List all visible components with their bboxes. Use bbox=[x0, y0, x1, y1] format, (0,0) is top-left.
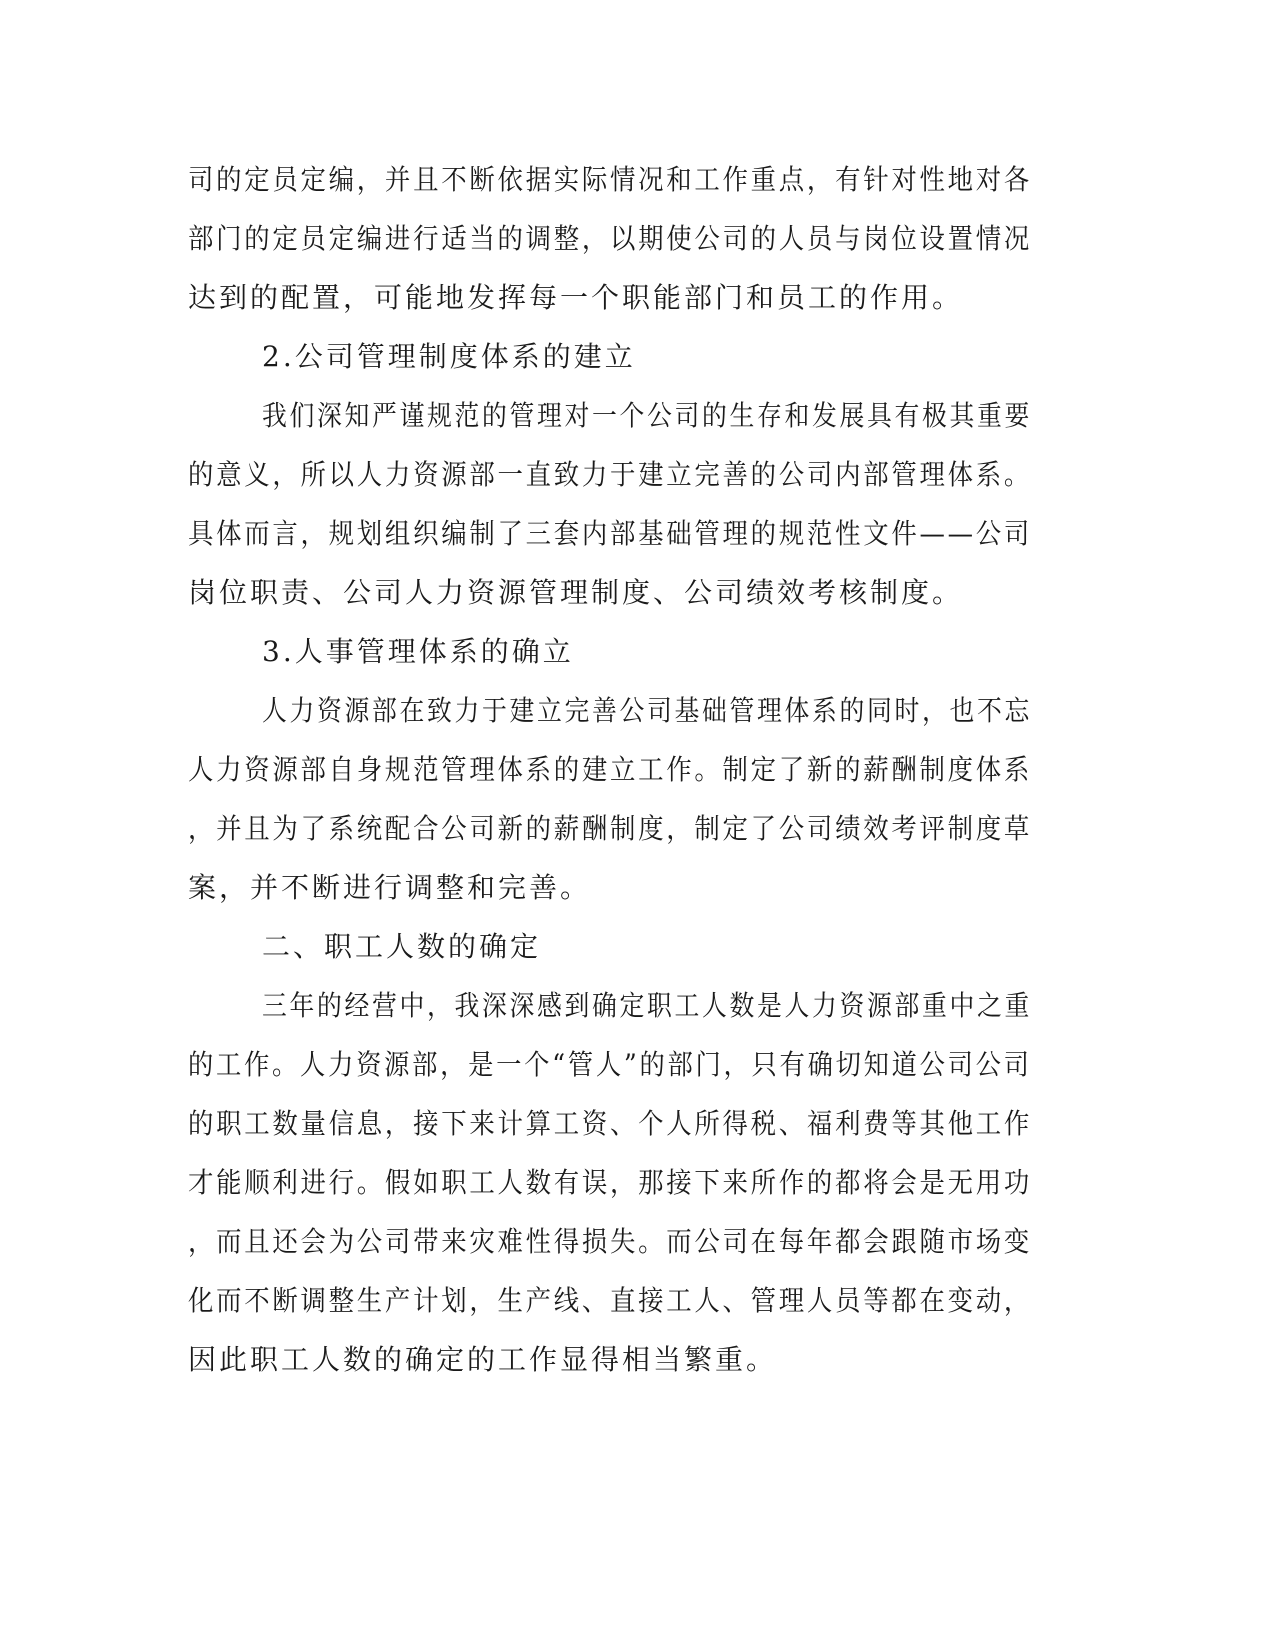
body-line: 的工作。人力资源部，是一个“管人”的部门，只有确切知道公司公司 bbox=[188, 1048, 1032, 1081]
body-line: 司的定员定编，并且不断依据实际情况和工作重点，有针对性地对各 bbox=[188, 163, 1033, 196]
body-line: 部门的定员定编进行适当的调整，以期使公司的人员与岗位设置情况 bbox=[188, 222, 1033, 255]
body-line: 具体而言，规划组织编制了三套内部基础管理的规范性文件——公司 bbox=[188, 517, 1033, 550]
body-line: ，而且还会为公司带来灾难性得损失。而公司在每年都会跟随市场变 bbox=[188, 1225, 1033, 1258]
body-line: 因此职工人数的确定的工作显得相当繁重。 bbox=[188, 1343, 778, 1376]
body-line: 化而不断调整生产计划，生产线、直接工人、管理人员等都在变动， bbox=[188, 1284, 1033, 1317]
section-heading: 3.人事管理体系的确立 bbox=[262, 635, 574, 668]
body-line: 达到的配置，可能地发挥每一个职能部门和员工的作用。 bbox=[188, 281, 964, 314]
body-line: 的意义，所以人力资源部一直致力于建立完善的公司内部管理体系。 bbox=[188, 458, 1033, 491]
body-line: ，并且为了系统配合公司新的薪酬制度，制定了公司绩效考评制度草 bbox=[188, 812, 1033, 845]
body-line: 的职工数量信息，接下来计算工资、个人所得税、福利费等其他工作 bbox=[188, 1107, 1033, 1140]
body-line: 岗位职责、公司人力资源管理制度、公司绩效考核制度。 bbox=[188, 576, 964, 609]
body-line: 三年的经营中，我深深感到确定职工人数是人力资源部重中之重 bbox=[262, 989, 1033, 1022]
section-heading: 二、职工人数的确定 bbox=[262, 930, 542, 963]
body-line: 人力资源部在致力于建立完善公司基础管理体系的同时，也不忘 bbox=[262, 694, 1033, 727]
body-line: 才能顺利进行。假如职工人数有误，那接下来所作的都将会是无用功 bbox=[188, 1166, 1033, 1199]
body-line: 我们深知严谨规范的管理对一个公司的生存和发展具有极其重要 bbox=[262, 399, 1033, 432]
body-line: 人力资源部自身规范管理体系的建立工作。制定了新的薪酬制度体系 bbox=[188, 753, 1033, 786]
body-line: 案，并不断进行调整和完善。 bbox=[188, 871, 592, 904]
section-heading: 2.公司管理制度体系的建立 bbox=[262, 340, 636, 373]
